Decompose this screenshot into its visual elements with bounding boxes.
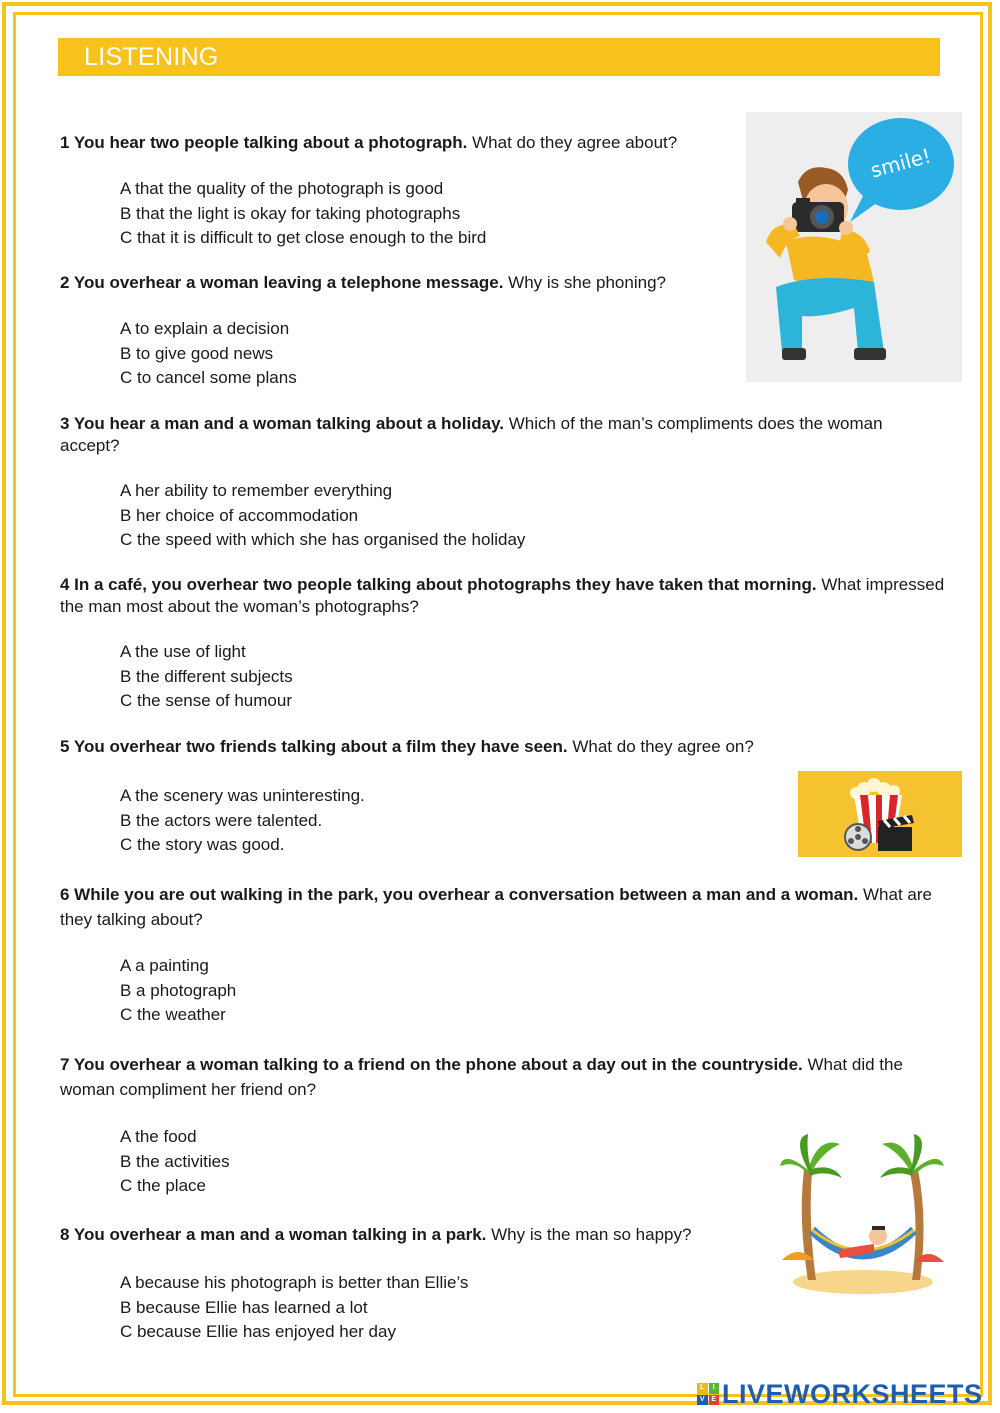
- logo-grid-l: L: [697, 1383, 708, 1394]
- option-3a[interactable]: A her ability to remember everything: [120, 481, 393, 500]
- liveworksheets-logo: [697, 1378, 983, 1410]
- question-8-stem: 8 You overhear a man and a woman talking in a park.: [60, 1225, 487, 1244]
- option-5c[interactable]: C the story was good.: [120, 835, 285, 854]
- question-5-prompt: What do they agree on?: [567, 737, 754, 756]
- option-4b[interactable]: B the different subjects: [120, 666, 293, 686]
- bubble-text: smile!: [868, 143, 934, 183]
- logo-grid-icon: [697, 1383, 719, 1405]
- option-8c[interactable]: C because Ellie has enjoyed her day: [120, 1322, 396, 1341]
- option-5a[interactable]: A the scenery was uninteresting.: [120, 786, 365, 805]
- option-6c[interactable]: C the weather: [120, 1005, 226, 1024]
- palm-tree-icon: [778, 1130, 948, 1300]
- question-4: [60, 574, 945, 618]
- question-7-options: [120, 1125, 760, 1199]
- question-7-prompt: What did the woman compliment her friend on?: [60, 1055, 903, 1099]
- question-1-options: [120, 177, 760, 251]
- question-4-prompt: What impressed the man most about the woman’s photographs?: [60, 575, 945, 616]
- option-7c[interactable]: C the place: [120, 1176, 206, 1195]
- popcorn-icon: [798, 771, 962, 857]
- question-7: [60, 1052, 945, 1102]
- question-3-prompt: Which of the man’s compliments does the woman accept?: [60, 414, 883, 455]
- question-2-stem: 2 You overhear a woman leaving a telephone message.: [60, 273, 504, 292]
- question-1-prompt: What do they agree about?: [467, 133, 678, 152]
- photographer-illustration: [746, 112, 962, 382]
- option-8a[interactable]: A because his photograph is better than Ellie’s: [120, 1273, 469, 1292]
- question-5-stem: 5 You overhear two friends talking about a film they have seen.: [60, 737, 568, 756]
- photographer-icon: [746, 112, 962, 382]
- popcorn-cinema-illustration: [798, 771, 962, 857]
- question-6-prompt: What are they talking about?: [60, 885, 932, 929]
- question-2-prompt: Why is she phoning?: [503, 273, 666, 292]
- option-1b[interactable]: B that the light is okay for taking photographs: [120, 203, 461, 223]
- section-title: LISTENING: [58, 38, 940, 76]
- hammock-beach-illustration: [778, 1130, 948, 1300]
- option-2c[interactable]: C to cancel some plans: [120, 368, 297, 387]
- question-4-options: [120, 640, 760, 714]
- option-4a[interactable]: A the use of light: [120, 642, 246, 661]
- logo-grid-i: I: [709, 1383, 720, 1394]
- question-1-stem: 1 You hear two people talking about a photograph.: [60, 133, 468, 152]
- option-5b[interactable]: B the actors were talented.: [120, 810, 323, 830]
- option-8b[interactable]: B because Ellie has learned a lot: [120, 1297, 368, 1317]
- question-6-stem: 6 While you are out walking in the park, you overhear a conversation between a man and a woman.: [60, 885, 859, 904]
- option-3c[interactable]: C the speed with which she has organised the holiday: [120, 530, 526, 549]
- option-7a[interactable]: A the food: [120, 1127, 197, 1146]
- question-2-options: [120, 317, 760, 391]
- question-3-stem: 3 You hear a man and a woman talking about a holiday.: [60, 414, 504, 433]
- option-4c[interactable]: C the sense of humour: [120, 691, 292, 710]
- option-6b[interactable]: B a photograph: [120, 980, 237, 1000]
- logo-text: LIVEWORKSHEETS: [722, 1378, 983, 1409]
- option-1c[interactable]: C that it is difficult to get close enough to the bird: [120, 228, 487, 247]
- question-5: [60, 736, 945, 758]
- question-3: [60, 413, 945, 457]
- option-3b[interactable]: B her choice of accommodation: [120, 505, 359, 525]
- option-6a[interactable]: A a painting: [120, 956, 209, 975]
- option-2b[interactable]: B to give good news: [120, 343, 274, 363]
- question-8-prompt: Why is the man so happy?: [486, 1225, 692, 1244]
- question-6-options: [120, 954, 760, 1028]
- question-4-stem: 4 In a café, you overhear two people talking about photographs they have taken that morning.: [60, 575, 817, 594]
- question-5-options: [120, 784, 760, 858]
- logo-grid-e: E: [709, 1395, 720, 1406]
- question-7-stem: 7 You overhear a woman talking to a friend on the phone about a day out in the countryside.: [60, 1055, 803, 1074]
- question-6: [60, 882, 945, 932]
- question-3-options: [120, 479, 760, 553]
- option-2a[interactable]: A to explain a decision: [120, 319, 290, 338]
- question-8-options: [120, 1271, 760, 1345]
- option-7b[interactable]: B the activities: [120, 1151, 230, 1171]
- logo-grid-v: V: [697, 1395, 708, 1406]
- option-1a[interactable]: A that the quality of the photograph is good: [120, 179, 444, 198]
